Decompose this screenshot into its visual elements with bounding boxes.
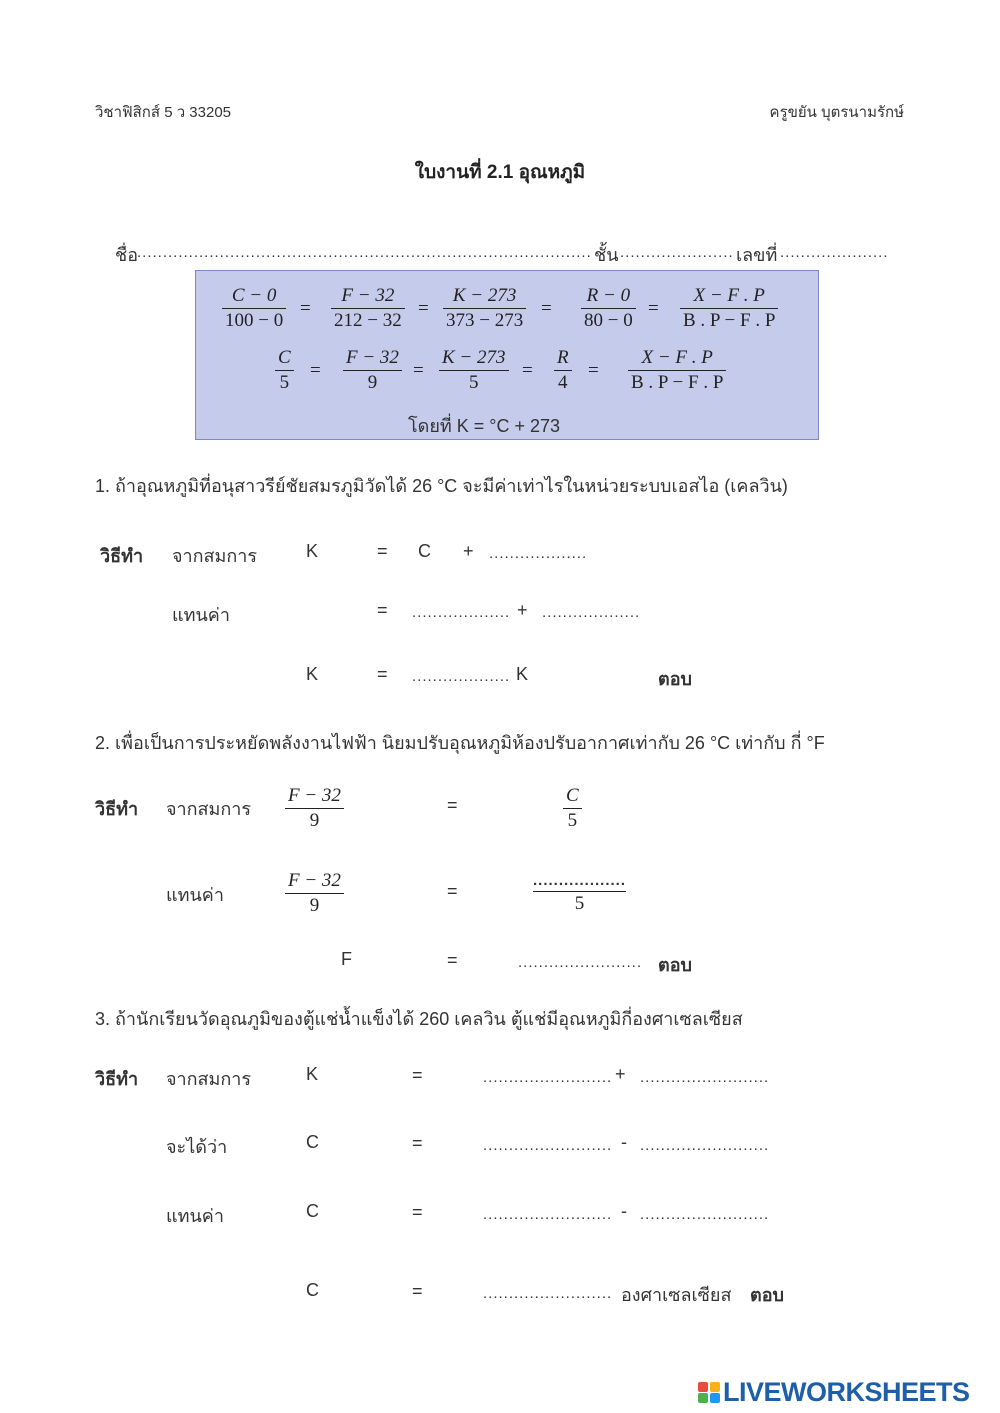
frac-den: 5 — [279, 372, 290, 393]
equals-sign: = — [300, 298, 311, 319]
frac-den: 9 — [367, 372, 378, 393]
frac-fahrenheit-range — [331, 285, 405, 332]
q1-sub-constant-input[interactable] — [542, 602, 638, 622]
class-label: ชั้น — [594, 245, 619, 265]
q2-fahrenheit-fraction — [285, 785, 344, 832]
frac-num: F − 32 — [288, 870, 341, 891]
q3-so-label: จะได้ว่า — [166, 1137, 228, 1157]
number-input[interactable] — [780, 242, 888, 262]
q1-equals: = — [377, 664, 388, 684]
q1-answer-input[interactable] — [412, 666, 508, 686]
frac-den: B . P − F . P — [683, 310, 776, 331]
equals-sign: = — [541, 298, 552, 319]
equals-sign: = — [418, 298, 429, 319]
q3-answer-label: ตอบ — [750, 1285, 784, 1305]
equals-sign: = — [522, 360, 533, 381]
q1-substitute-label: แทนค่า — [172, 605, 230, 625]
frac-num: R − 0 — [586, 285, 631, 306]
frac-den: 5 — [567, 810, 578, 831]
q1-answer-label: ตอบ — [658, 669, 692, 689]
q2-from-equation: จากสมการ — [166, 799, 252, 819]
question-3: 3. ถ้านักเรียนวัดอุณภูมิของตู้แช่น้ำแข็งได้ 260 เคลวิน ตู้แช่มีอุณหภูมิกี่องศาเซลเซียส — [95, 1009, 743, 1029]
frac-den: 373 − 273 — [446, 310, 524, 331]
q3-rearranged-term1-input[interactable] — [483, 1135, 611, 1155]
class-input[interactable] — [620, 242, 735, 262]
q3-plus: + — [615, 1064, 626, 1084]
frac-reaumur-range — [581, 285, 636, 332]
frac-den: 80 − 0 — [584, 310, 633, 331]
q3-unit: องศาเซลเซียส — [621, 1285, 732, 1305]
kelvin-note: โดยที่ K = °C + 273 — [408, 416, 561, 436]
frac-num: F − 32 — [346, 347, 399, 368]
frac-num: F − 32 — [288, 785, 341, 806]
frac-den: B . P − F . P — [631, 372, 724, 393]
name-label: ชื่อ — [115, 245, 139, 265]
frac-kelvin-range — [443, 285, 526, 332]
q1-unit-k: K — [516, 664, 529, 684]
q3-equals: = — [412, 1281, 423, 1301]
q1-plus: + — [463, 541, 474, 561]
frac-num: C − 0 — [231, 285, 277, 306]
q2-answer-input[interactable] — [518, 952, 642, 972]
q1-equals: = — [377, 541, 388, 561]
q3-minus: - — [621, 1132, 627, 1152]
subject-code: วิชาฟิสิกส์ 5 ว 33205 — [95, 104, 232, 121]
frac-num: F − 32 — [341, 285, 395, 306]
frac-den: 100 − 0 — [225, 310, 284, 331]
equals-sign: = — [310, 360, 321, 381]
frac-reaumur-simplified — [554, 347, 572, 394]
liveworksheets-logo-icon — [698, 1382, 720, 1404]
q1-method-label: วิธีทำ — [100, 546, 144, 566]
frac-den: 4 — [558, 372, 568, 393]
name-input[interactable] — [137, 242, 592, 262]
liveworksheets-logo[interactable] — [698, 1377, 970, 1408]
q3-equation-term2-input[interactable] — [640, 1067, 768, 1087]
number-label: เลขที่ — [736, 245, 778, 265]
frac-num: K − 273 — [442, 347, 506, 368]
q3-method-label: วิธีทำ — [95, 1069, 139, 1089]
q2-substitute-fraction — [533, 870, 626, 916]
q3-sub-term1-input[interactable] — [483, 1204, 611, 1224]
frac-num: C — [566, 785, 579, 806]
frac-celsius-range — [222, 285, 286, 332]
q3-sub-term2-input[interactable] — [640, 1204, 768, 1224]
frac-celsius-simplified — [275, 347, 294, 394]
frac-den: 9 — [309, 895, 320, 916]
q3-equals: = — [412, 1065, 423, 1085]
q1-from-equation: จากสมการ — [172, 546, 258, 566]
q2-substitute-label: แทนค่า — [166, 885, 224, 905]
frac-kelvin-simplified — [439, 347, 509, 394]
q3-rearranged-term2-input[interactable] — [640, 1135, 768, 1155]
q3-c-symbol: C — [306, 1132, 319, 1152]
q1-constant-input[interactable] — [489, 543, 585, 563]
q3-substitute-label: แทนค่า — [166, 1206, 224, 1226]
q1-c-symbol: C — [418, 541, 431, 561]
q3-k-symbol: K — [306, 1064, 319, 1084]
question-1: 1. ถ้าอุณหภูมิที่อนุสาวรีย์ชัยสมรภูมิวัดได้ 26 °C จะมีค่าเท่าไรในหน่วยระบบเอสไอ (เคลวิน) — [95, 476, 788, 496]
formula-box — [195, 270, 819, 440]
equals-sign: = — [588, 360, 599, 381]
frac-fahrenheit-simplified — [343, 347, 402, 394]
frac-num: X − F . P — [641, 347, 713, 368]
q2-celsius-input[interactable] — [533, 870, 626, 890]
frac-x-range — [680, 285, 778, 332]
equals-sign: = — [648, 298, 659, 319]
q1-equals: = — [377, 600, 388, 620]
frac-den: 5 — [469, 372, 479, 393]
q2-equals: = — [447, 795, 458, 815]
frac-num: C — [278, 347, 291, 368]
q2-answer-label: ตอบ — [658, 955, 692, 975]
q2-celsius-fraction — [563, 785, 582, 832]
q3-equation-term1-input[interactable] — [483, 1067, 611, 1087]
equals-sign: = — [413, 360, 424, 381]
frac-den: 212 − 32 — [334, 310, 402, 331]
question-2: 2. เพื่อเป็นการประหยัดพลังงานไฟฟ้า นิยมปรับอุณหภูมิห้องปรับอากาศเท่ากับ 26 °C เท่ากับ กี่ °F — [95, 733, 825, 753]
frac-num: R — [557, 347, 569, 368]
q1-plus: + — [517, 600, 528, 620]
frac-num: X − F . P — [693, 285, 765, 306]
q2-equals: = — [447, 950, 458, 970]
q3-c-symbol: C — [306, 1280, 319, 1300]
frac-x-simplified — [628, 347, 726, 394]
q3-minus: - — [621, 1201, 627, 1221]
worksheet-title: ใบงานที่ 2.1 อุณหภูมิ — [414, 162, 586, 183]
q3-c-symbol: C — [306, 1201, 319, 1221]
q1-k-symbol: K — [306, 664, 319, 684]
q2-method-label: วิธีทำ — [95, 799, 139, 819]
teacher-name: ครูขยัน บุตรนามรักษ์ — [769, 104, 904, 121]
frac-den: 5 — [574, 893, 585, 914]
frac-num: K − 273 — [452, 285, 517, 306]
frac-den: 9 — [309, 810, 320, 831]
q2-f-symbol: F — [341, 949, 352, 969]
q3-answer-input[interactable] — [483, 1283, 611, 1303]
q1-sub-c-input[interactable] — [412, 602, 508, 622]
q3-equals: = — [412, 1202, 423, 1222]
q2-fahrenheit-fraction — [285, 870, 344, 917]
brand-name: LIVEWORKSHEETS — [723, 1377, 970, 1407]
q3-equals: = — [412, 1133, 423, 1153]
q3-from-equation: จากสมการ — [166, 1069, 252, 1089]
q2-equals: = — [447, 881, 458, 901]
q1-k-symbol: K — [306, 541, 319, 561]
